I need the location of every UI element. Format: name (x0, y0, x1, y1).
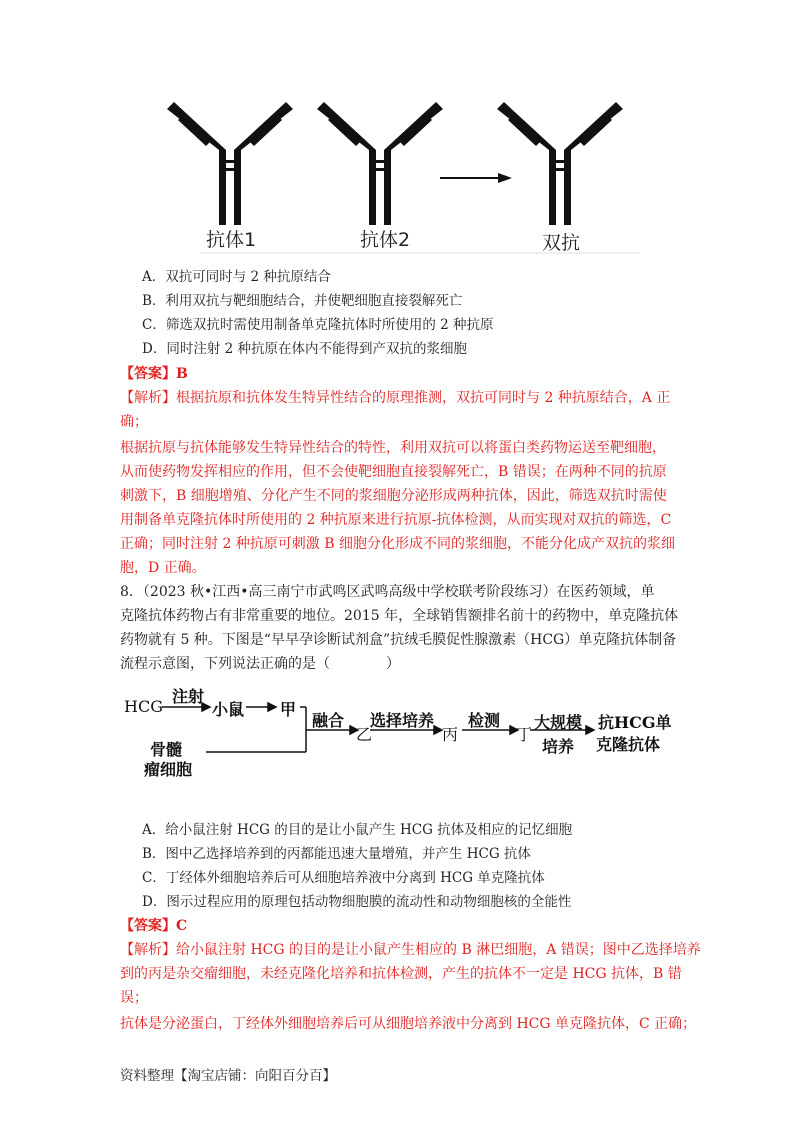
q8-analysis-line: 【解析】给小鼠注射 HCG 的目的是让小鼠产生相应的 B 淋巴细胞，A 错误；图中乙选择培养 (120, 942, 701, 958)
q7-analysis-line: 从而使药物发挥相应的作用，但不会使靶细胞直接裂解死亡，B 错误；在两种不同的抗原 (120, 464, 667, 480)
q8-stem-line: 流程示意图，下列说法正确的是（ ） (120, 656, 400, 672)
label-antibody-1: 抗体1 (206, 229, 257, 251)
q8-option-a: A．给小鼠注射 HCG 的目的是让小鼠产生 HCG 抗体及相应的记忆细胞 (142, 822, 573, 838)
q7-analysis-line: 用制备单克隆抗体时所使用的 2 种抗原来进行抗原-抗体检测，从而实现对双抗的筛选，C (120, 512, 672, 528)
footer-source: 资料整理【淘宝店铺：向阳百分百】 (120, 1068, 336, 1084)
q8-stem-line: 克隆抗体药物占有非常重要的地位。2015 年，全球销售额排名前十的药物中，单克隆抗体 (120, 608, 679, 624)
q8-analysis-line: 抗体是分泌蛋白，丁经体外细胞培养后可从细胞培养液中分离到 HCG 单克隆抗体，C 正确； (120, 1016, 697, 1032)
q7-analysis-line: 胞，D 正确。 (120, 560, 206, 576)
q7-analysis-line: 根据抗原与抗体能够发生特异性结合的特性，利用双抗可以将蛋白类药物运送至靶细胞， (120, 440, 666, 456)
q7-answer: 【答案】B (120, 366, 188, 382)
flow-hcg: HCG (124, 697, 163, 716)
flow-large: 大规模 (534, 713, 583, 732)
flow-bing: 丙 (442, 725, 459, 744)
flow-marrow-cell: 瘤细胞 (144, 760, 193, 779)
q7-analysis-line: 刺激下，B 细胞增殖、分化产生不同的浆细胞分泌形成两种抗体，因此，筛选双抗时需使 (120, 488, 667, 504)
flow-result: 抗HCG单 (598, 713, 672, 732)
flow-detect: 检测 (468, 711, 501, 730)
bispecific-antibody-shape (497, 102, 623, 225)
label-antibody-2: 抗体2 (360, 229, 411, 251)
q8-option-d: D．图示过程应用的原理包括动物细胞膜的流动性和动物细胞核的全能性 (142, 894, 572, 910)
q8-answer: 【答案】C (120, 918, 188, 934)
q7-option-a: A．双抗可同时与 2 种抗原结合 (142, 269, 331, 285)
q8-stem-line: 8．（2023 秋•江西•高三南宁市武鸣区武鸣高级中学校联考阶段练习）在医药领域，单 (120, 584, 655, 600)
q7-analysis-line: 确； (120, 414, 148, 430)
antibody-1-shape (167, 102, 293, 225)
q8-analysis-line: 误； (120, 990, 148, 1006)
label-bispecific: 双抗 (542, 232, 581, 254)
flow-marrow: 骨髓 (150, 740, 183, 759)
q8-option-c: C．丁经体外细胞培养后可从细胞培养液中分离到 HCG 单克隆抗体 (142, 870, 545, 886)
q8-analysis-line: 到的丙是杂交瘤细胞，未经克隆化培养和抗体检测，产生的抗体不一定是 HCG 抗体，B 错 (120, 966, 682, 982)
q7-analysis-line: 正确；同时注射 2 种抗原可刺激 B 细胞分化形成不同的浆细胞，不能分化成产双抗的浆细 (120, 536, 675, 552)
q7-option-b: B．利用双抗与靶细胞结合，并使靶细胞直接裂解死亡 (142, 293, 463, 309)
flow-culture: 培养 (542, 737, 575, 756)
q7-analysis-line: 【解析】根据抗原和抗体发生特异性结合的原理推测，双抗可同时与 2 种抗原结合，A 正 (120, 390, 671, 406)
q8-stem-line: 药物就有 5 种。下图是“早早孕诊断试剂盒”抗绒毛膜促性腺激素（HCG）单克隆抗体制备 (120, 632, 677, 648)
flow-inject: 注射 (172, 687, 205, 706)
flow-jia: 甲 (280, 700, 297, 719)
flow-fuse: 融合 (312, 711, 345, 730)
antibody-2-shape (317, 102, 443, 225)
q7-option-c: C．筛选双抗时需使用制备单克隆抗体时所使用的 2 种抗原 (142, 317, 494, 333)
q8-option-b: B．图中乙选择培养到的丙都能迅速大量增殖，并产生 HCG 抗体 (142, 846, 531, 862)
flow-mouse: 小鼠 (212, 700, 245, 719)
q7-option-d: D．同时注射 2 种抗原在体内不能得到产双抗的浆细胞 (142, 341, 467, 357)
flow-ding: 丁 (516, 725, 533, 744)
flow-yi: 乙 (356, 725, 373, 744)
flow-result-2: 克隆抗体 (596, 735, 661, 754)
flow-select: 选择培养 (370, 711, 435, 730)
